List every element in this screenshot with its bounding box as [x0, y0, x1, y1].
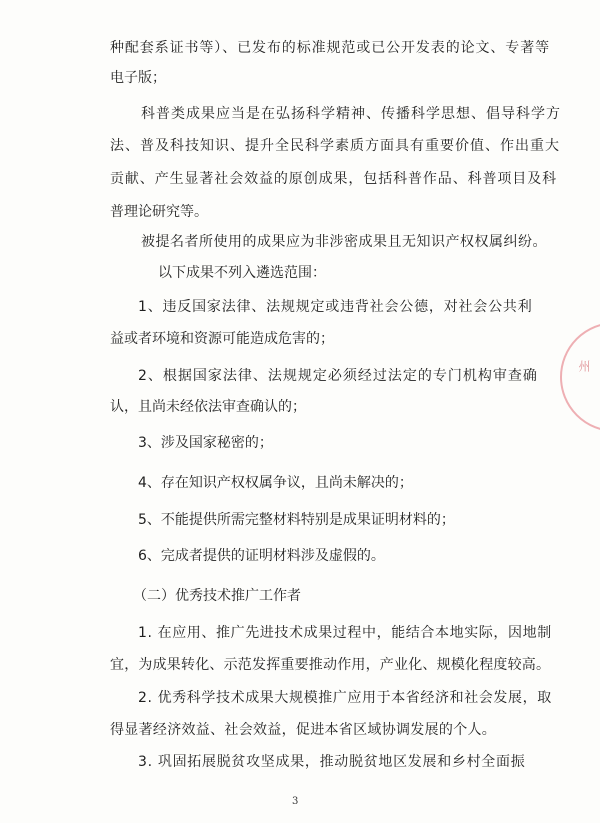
paragraph-line: 贡献、产生显著社会效益的原创成果，包括科普作品、科普项目及科 [110, 171, 557, 187]
paragraph-line: 2. 优秀科学技术成果大规模推广应用于本省经济和社会发展，取 [138, 690, 552, 706]
paragraph-line: 普理论研究等。 [110, 204, 208, 220]
paragraph-line: 3. 巩固拓展脱贫攻坚成果，推动脱贫地区发展和乡村全面振 [138, 754, 526, 770]
paragraph-line: 电子版； [110, 70, 166, 86]
paragraph-line: 3、涉及国家秘密的； [138, 435, 273, 451]
paragraph-line: 种配套系证书等）、已发布的标准规范或已公开发表的论文、专著等 [110, 40, 550, 56]
paragraph-line: 以下成果不列入遴选范围： [158, 265, 326, 281]
paragraph-line: 得显著经济效益、社会效益，促进本省区域协调发展的个人。 [110, 722, 497, 738]
paragraph-line: 1. 在应用、推广先进技术成果过程中，能结合本地实际，因地制 [138, 625, 552, 641]
paragraph-line: 1、违反国家法律、法规规定或违背社会公德，对社会公共利 [138, 299, 533, 315]
paragraph-line: 2、根据国家法律、法规规定必须经过法定的专门机构审查确 [138, 368, 538, 384]
page-number: 3 [292, 796, 299, 807]
paragraph-line: 6、完成者提供的证明材料涉及虚假的。 [138, 548, 385, 564]
paragraph-line: 宜，为成果转化、示范发挥重要推动作用，产业化、规模化程度较高。 [110, 657, 551, 673]
paragraph-line: 5、不能提供所需完整材料特别是成果证明材料的； [138, 512, 455, 528]
paragraph-line: 4、存在知识产权权属争议，且尚未解决的； [138, 475, 413, 491]
paragraph-line: 益或者环境和资源可能造成危害的； [110, 331, 334, 347]
paragraph-line: 认，且尚未经依法审查确认的； [110, 399, 306, 415]
seal-text: 州 [577, 360, 591, 374]
red-seal-stamp [560, 322, 600, 432]
paragraph-line: 被提名者所使用的成果应为非涉密成果且无知识产权权属纠纷。 [141, 234, 547, 250]
paragraph-line: 法、普及科技知识、提升全民科学素质方面具有重要价值、作出重大 [110, 138, 560, 154]
section-heading: （二）优秀技术推广工作者 [133, 588, 301, 604]
paragraph-line: 科普类成果应当是在弘扬科学精神、传播科学思想、倡导科学方 [141, 106, 561, 122]
